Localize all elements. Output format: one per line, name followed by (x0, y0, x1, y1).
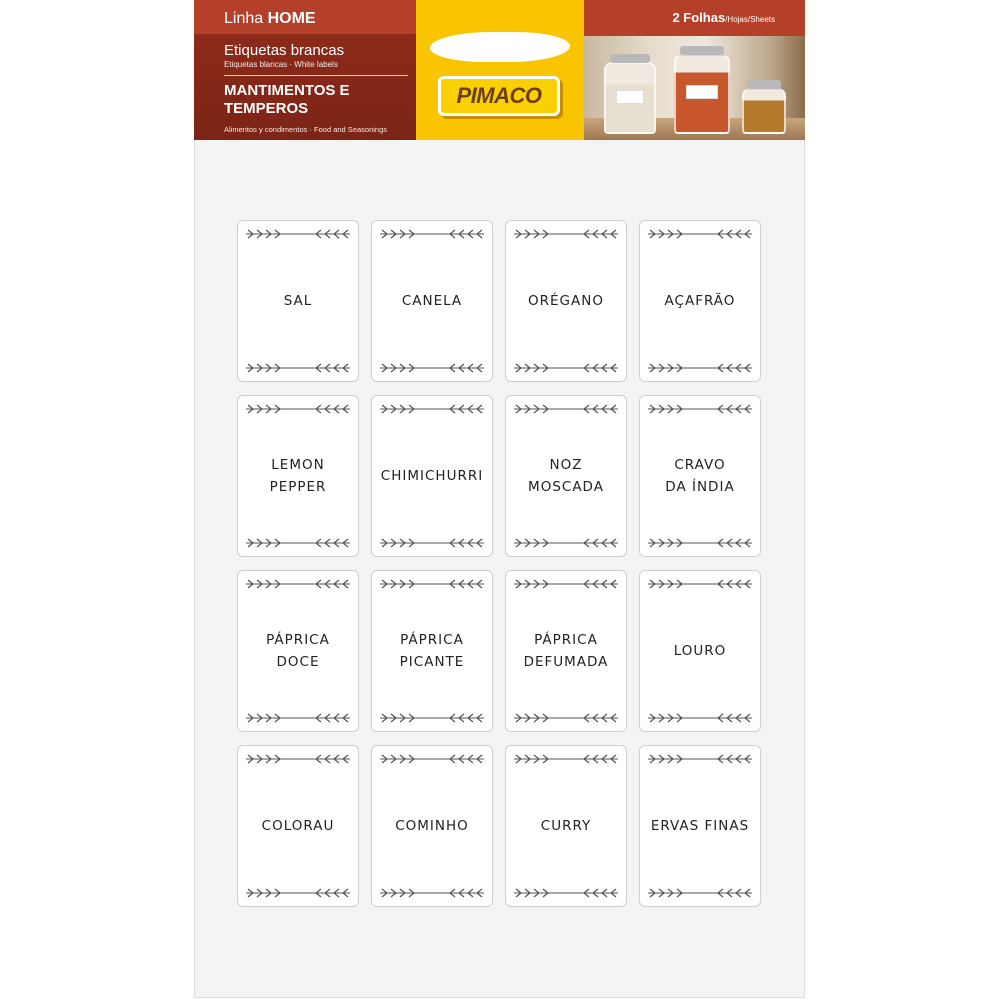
vine-ornament-icon (512, 886, 620, 900)
vine-ornament-icon (244, 886, 352, 900)
spice-label-text: CANELA (401, 293, 463, 309)
vine-ornament-icon (646, 536, 754, 550)
header-red-panel (194, 0, 416, 140)
spice-label (371, 220, 493, 382)
product-line-prefix: Linha (224, 10, 268, 27)
spice-label (505, 570, 627, 732)
spice-label (505, 220, 627, 382)
vine-ornament-icon (646, 752, 754, 766)
label-type-translations: Etiquetas blancas · White labels (224, 60, 338, 69)
spice-label-text: LEMON PEPPER (269, 457, 327, 495)
product-title-translations: Alimentos y condimentos · Food and Seasonings (224, 125, 388, 134)
spice-label-text: CRAVO DA ÍNDIA (665, 457, 735, 495)
spice-label (639, 745, 761, 907)
vine-ornament-icon (244, 361, 352, 375)
spice-label (371, 395, 493, 557)
jar-label (616, 90, 645, 104)
spice-label-text: CHIMICHURRI (380, 468, 484, 484)
vine-ornament-icon (512, 711, 620, 725)
spice-label-text: CURRY (540, 818, 592, 834)
spice-label-text: AÇAFRÃO (664, 293, 736, 309)
vine-ornament-icon (244, 536, 352, 550)
spice-label (237, 745, 359, 907)
vine-ornament-icon (512, 227, 620, 241)
vine-ornament-icon (646, 361, 754, 375)
spice-label (237, 220, 359, 382)
sheet-count (672, 10, 775, 25)
vine-ornament-icon (646, 711, 754, 725)
vine-ornament-icon (512, 577, 620, 591)
jar-label (686, 85, 717, 99)
sheet-count-value: 2 Folhas (672, 10, 726, 25)
jar-icon (742, 88, 786, 134)
vine-ornament-icon (512, 536, 620, 550)
package-header (194, 0, 805, 140)
jar-icon (674, 54, 730, 134)
vine-ornament-icon (378, 752, 486, 766)
spice-label (237, 570, 359, 732)
vine-ornament-icon (244, 752, 352, 766)
vine-ornament-icon (378, 711, 486, 725)
vine-ornament-icon (646, 577, 754, 591)
spice-label-text: PÁPRICA PICANTE (399, 632, 465, 670)
vine-ornament-icon (244, 227, 352, 241)
vine-ornament-icon (646, 227, 754, 241)
vine-ornament-icon (378, 227, 486, 241)
sheet-count-translations: /Hojas/Sheets (725, 15, 775, 24)
vine-ornament-icon (378, 361, 486, 375)
jar-icon (604, 62, 656, 134)
spice-label-text: SAL (283, 293, 313, 309)
product-line (224, 10, 316, 28)
spice-label (237, 395, 359, 557)
brand-panel (416, 0, 584, 140)
pantry-jars-photo (584, 36, 805, 140)
vine-ornament-icon (244, 577, 352, 591)
spice-label-text: LOURO (673, 643, 727, 659)
header-divider (224, 75, 408, 76)
spice-label (639, 395, 761, 557)
spice-label (505, 745, 627, 907)
vine-ornament-icon (378, 886, 486, 900)
spice-label (505, 395, 627, 557)
spice-label (371, 745, 493, 907)
vine-ornament-icon (512, 752, 620, 766)
vine-ornament-icon (378, 402, 486, 416)
vine-ornament-icon (646, 402, 754, 416)
vine-ornament-icon (378, 577, 486, 591)
spice-label-text: ERVAS FINAS (650, 818, 750, 834)
vine-ornament-icon (244, 711, 352, 725)
vine-ornament-icon (244, 402, 352, 416)
spice-label (639, 220, 761, 382)
spice-label-text: PÁPRICA DOCE (266, 632, 330, 670)
spice-label-text: NOZ MOSCADA (528, 457, 604, 495)
spice-label (371, 570, 493, 732)
spice-label-text: PÁPRICA DEFUMADA (523, 632, 609, 670)
header-photo-panel (584, 0, 805, 140)
vine-ornament-icon (378, 536, 486, 550)
spice-label-text: COLORAU (261, 818, 335, 834)
spice-label-text: ORÉGANO (528, 293, 604, 309)
vine-ornament-icon (646, 886, 754, 900)
vine-ornament-icon (512, 402, 620, 416)
product-line-name: HOME (267, 10, 316, 27)
brand-swoosh-icon (427, 32, 573, 62)
spice-label (639, 570, 761, 732)
label-type-title: Etiquetas brancas (224, 42, 345, 59)
vine-ornament-icon (512, 361, 620, 375)
spice-label-text: COMINHO (395, 818, 469, 834)
brand-logo: PIMACO (438, 76, 560, 116)
product-title: MANTIMENTOS E TEMPEROS (224, 82, 350, 117)
